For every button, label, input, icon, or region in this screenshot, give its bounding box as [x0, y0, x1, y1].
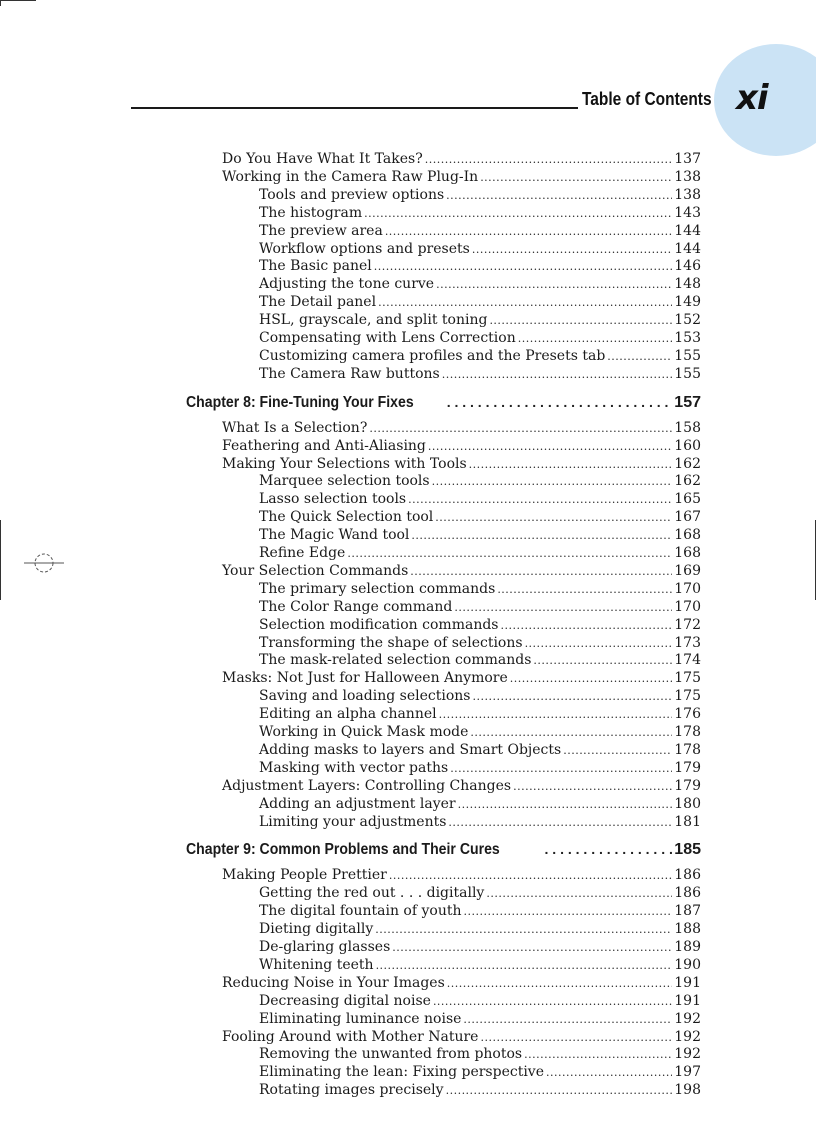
entry-page: 168 [674, 545, 701, 561]
entry-page: 189 [674, 939, 701, 955]
entry-title: Refine Edge [259, 545, 346, 561]
dot-leader [500, 617, 672, 634]
entry-page: 155 [674, 347, 701, 364]
entry-title: Marquee selection tools [259, 473, 430, 490]
toc-entry [222, 438, 701, 455]
entry-page: 186 [674, 867, 701, 884]
entry-page: 167 [674, 509, 701, 526]
toc-entry [259, 742, 701, 759]
toc-entry [259, 921, 701, 938]
dot-leader [433, 993, 672, 1010]
dot-leader [411, 527, 672, 544]
dot-leader [435, 509, 672, 526]
entry-page: 144 [674, 222, 701, 239]
dot-leader [376, 957, 673, 974]
entry-page: 178 [674, 741, 701, 758]
toc-entry [259, 1082, 701, 1099]
entry-title: Making Your Selections with Tools [222, 455, 467, 472]
toc-entry [259, 617, 701, 634]
entry-title: Compensating with Lens Correction [259, 330, 516, 346]
entry-title: Chapter 9: Common Problems and Their Cures [186, 841, 500, 859]
entry-page: 138 [674, 168, 701, 185]
entry-title: Workflow options and presets [259, 240, 470, 257]
entry-title: Saving and loading selections [259, 688, 471, 705]
entry-title: Making People Prettier [222, 867, 387, 884]
toc-entry [259, 348, 701, 365]
entry-page: 157 [674, 393, 701, 411]
entry-page: 180 [674, 795, 701, 812]
dot-leader [469, 456, 673, 473]
dot-leader [385, 223, 672, 240]
entry-title: Eliminating the lean: Fixing perspective [259, 1064, 544, 1081]
dot-leader [410, 563, 672, 580]
entry-page: 165 [674, 491, 701, 508]
toc-entry [259, 491, 701, 508]
toc-entry [259, 760, 701, 777]
entry-title: Adding masks to layers and Smart Objects [259, 741, 562, 758]
entry-page: 170 [674, 598, 701, 615]
entry-title: Your Selection Commands [222, 562, 409, 579]
dot-leader [480, 1029, 672, 1046]
toc-entry [259, 223, 701, 240]
entry-page: 175 [674, 688, 701, 705]
entry-title: Reducing Noise in Your Images [222, 974, 445, 991]
dot-leader [489, 312, 672, 329]
toc-entry [222, 778, 701, 795]
toc-entry [222, 670, 701, 687]
toc-entry [259, 581, 701, 598]
entry-title: Working in the Camera Raw Plug-In [222, 168, 479, 185]
toc-entry [259, 545, 701, 562]
entry-page: 175 [674, 670, 701, 687]
entry-page: 192 [674, 1028, 701, 1045]
toc-entry [259, 187, 701, 204]
dot-leader [375, 921, 672, 938]
toc-entry [259, 599, 701, 616]
dot-leader [369, 420, 672, 437]
entry-page: 181 [674, 813, 701, 830]
dot-leader [607, 348, 672, 365]
entry-page: 191 [674, 974, 701, 991]
dot-leader [428, 438, 672, 455]
entry-title: The Magic Wand tool [259, 527, 410, 544]
entry-title: Lasso selection tools [259, 491, 407, 508]
dot-leader [563, 742, 672, 759]
header-rule [131, 107, 578, 109]
toc-entry [222, 456, 701, 473]
toc-entry [259, 205, 701, 222]
entry-title: The histogram [259, 204, 363, 221]
toc-entry [259, 688, 701, 705]
entry-title: Eliminating luminance noise [259, 1010, 462, 1027]
entry-page: 155 [674, 365, 701, 382]
toc-entry [259, 1064, 701, 1081]
dot-leader [464, 903, 673, 920]
toc-entry [259, 330, 701, 347]
dot-leader [374, 258, 673, 275]
toc-entry [259, 276, 701, 293]
toc-entry [259, 993, 701, 1010]
entry-page: 146 [674, 258, 701, 275]
toc-entry [259, 939, 701, 956]
toc-entry [259, 527, 701, 544]
dot-leader [432, 473, 673, 490]
entry-page: 185 [674, 841, 701, 859]
dot-leader [392, 939, 672, 956]
toc-entry [259, 258, 701, 275]
entry-title: Decreasing digital noise [259, 992, 431, 1009]
crop-mark-top [0, 0, 36, 1]
entry-title: Editing an alpha channel [259, 706, 437, 723]
toc-entry [259, 903, 701, 920]
dot-leader [470, 724, 672, 741]
toc-entry [222, 975, 701, 992]
entry-page: 138 [674, 186, 701, 203]
entry-title: The Color Range command [259, 598, 453, 615]
entry-page: 173 [674, 634, 701, 651]
toc-entry [259, 1046, 701, 1063]
toc-entry [259, 957, 701, 974]
entry-title: Rotating images precisely [259, 1082, 444, 1099]
dot-leader [524, 1046, 672, 1063]
dot-leader [448, 814, 672, 831]
dot-leader [510, 670, 672, 687]
entry-page: 179 [674, 777, 701, 794]
entry-page: 198 [674, 1082, 701, 1099]
toc-entry [259, 652, 701, 669]
dot-leader [546, 1064, 672, 1081]
entry-title: The Camera Raw buttons [259, 365, 440, 382]
toc-entry [259, 724, 701, 741]
entry-title: Chapter 8: Fine-Tuning Your Fixes [186, 393, 414, 411]
page-title: Table of Contents [582, 89, 712, 109]
entry-title: The mask-related selection commands [259, 652, 532, 669]
entry-page: 143 [674, 204, 701, 221]
entry-page: 174 [674, 652, 701, 669]
dot-leader [436, 276, 672, 293]
toc-entry [259, 312, 701, 329]
entry-title: Adding an adjustment layer [259, 795, 456, 812]
entry-title: The Basic panel [259, 258, 372, 275]
dot-leader [408, 491, 672, 508]
dot-leader [518, 330, 673, 347]
dot-leader [450, 760, 672, 777]
toc-entry [222, 169, 701, 186]
toc-entry [222, 1029, 701, 1046]
dot-leader [545, 839, 673, 859]
entry-page: 153 [674, 330, 701, 346]
entry-title: Feathering and Anti-Aliasing [222, 437, 426, 454]
entry-page: 197 [674, 1064, 701, 1081]
entry-page: 188 [674, 921, 701, 938]
toc-entry [222, 867, 701, 884]
entry-title: Limiting your adjustments [259, 813, 447, 830]
entry-page: 144 [674, 240, 701, 257]
crop-mark-corner [0, 0, 1, 6]
toc-entry [259, 635, 701, 652]
dot-leader [472, 688, 672, 705]
entry-title: Customizing camera profiles and the Presets tab [259, 347, 606, 364]
entry-page: 170 [674, 580, 701, 597]
entry-page: 186 [674, 885, 701, 902]
entry-title: The primary selection commands [259, 580, 496, 597]
entry-page: 172 [674, 616, 701, 633]
toc-entry [259, 1011, 701, 1028]
entry-page: 192 [674, 1010, 701, 1027]
entry-title: Masks: Not Just for Halloween Anymore [222, 670, 508, 687]
dot-leader [389, 867, 672, 884]
entry-title: De-glaring glasses [259, 939, 391, 955]
dot-leader [447, 975, 672, 992]
dot-leader [463, 1011, 672, 1028]
entry-title: The preview area [259, 222, 383, 239]
entry-title: Dieting digitally [259, 921, 374, 938]
toc-entry [222, 151, 701, 168]
dot-leader [347, 545, 672, 562]
dot-leader [525, 635, 673, 652]
dot-leader [454, 599, 672, 616]
dot-leader [513, 778, 672, 795]
entry-page: 192 [674, 1046, 701, 1063]
entry-page: 160 [674, 437, 701, 454]
entry-page: 190 [674, 956, 701, 973]
dot-leader [439, 706, 673, 723]
entry-title: Removing the unwanted from photos [259, 1046, 523, 1063]
chapter-heading [186, 392, 701, 413]
dot-leader [442, 366, 673, 383]
dot-leader [446, 187, 672, 204]
toc-entry [259, 366, 701, 383]
entry-title: Do You Have What It Takes? [222, 151, 423, 167]
toc-entry [222, 420, 701, 437]
toc-entry [259, 473, 701, 490]
entry-title: Tools and preview options [259, 186, 445, 203]
crop-mark-left [0, 520, 9, 600]
toc-entry [259, 885, 701, 902]
entry-page: 187 [674, 903, 701, 920]
entry-page: 179 [674, 759, 701, 776]
dot-leader [447, 392, 673, 412]
entry-title: Masking with vector paths [259, 759, 449, 776]
entry-title: Adjusting the tone curve [259, 276, 435, 293]
entry-title: Getting the red out . . . digitally [259, 885, 485, 902]
toc-entry [259, 294, 701, 311]
dot-leader [533, 652, 672, 669]
dot-leader [458, 796, 673, 813]
dot-leader [378, 294, 672, 311]
entry-title: Selection modification commands [259, 616, 499, 633]
entry-title: HSL, grayscale, and split toning [259, 312, 488, 329]
toc-entry [259, 241, 701, 258]
entry-title: Fooling Around with Mother Nature [222, 1028, 479, 1045]
entry-title: The Quick Selection tool [259, 509, 434, 526]
entry-page: 162 [674, 455, 701, 472]
toc-entry [259, 796, 701, 813]
toc-entry [259, 814, 701, 831]
entry-title: Transforming the shape of selections [259, 634, 523, 651]
entry-page: 158 [674, 419, 701, 436]
page-number: xi [736, 78, 768, 118]
registration-mark-icon [24, 548, 64, 578]
entry-page: 168 [674, 527, 701, 544]
chapter-heading [186, 839, 701, 860]
entry-page: 148 [674, 276, 701, 293]
entry-page: 162 [674, 473, 701, 490]
entry-page: 176 [674, 706, 701, 723]
entry-title: Adjustment Layers: Controlling Changes [222, 777, 512, 794]
toc-entry [259, 509, 701, 526]
entry-title: The digital fountain of youth [259, 903, 462, 920]
entry-page: 191 [674, 992, 701, 1009]
dot-leader [480, 169, 672, 186]
toc-entry [259, 706, 701, 723]
toc-entry [222, 563, 701, 580]
entry-page: 149 [674, 294, 701, 311]
entry-page: 152 [674, 312, 701, 329]
entry-title: What Is a Selection? [222, 419, 368, 436]
entry-page: 178 [674, 724, 701, 740]
entry-page: 137 [674, 151, 701, 167]
dot-leader [472, 241, 672, 258]
entry-page: 169 [674, 562, 701, 579]
dot-leader [446, 1082, 673, 1099]
dot-leader [486, 885, 672, 902]
dot-leader [497, 581, 672, 598]
dot-leader [425, 151, 673, 168]
dot-leader [364, 205, 672, 222]
entry-title: Working in Quick Mask mode [259, 724, 469, 740]
entry-title: The Detail panel [259, 294, 377, 311]
entry-title: Whitening teeth [259, 956, 374, 973]
